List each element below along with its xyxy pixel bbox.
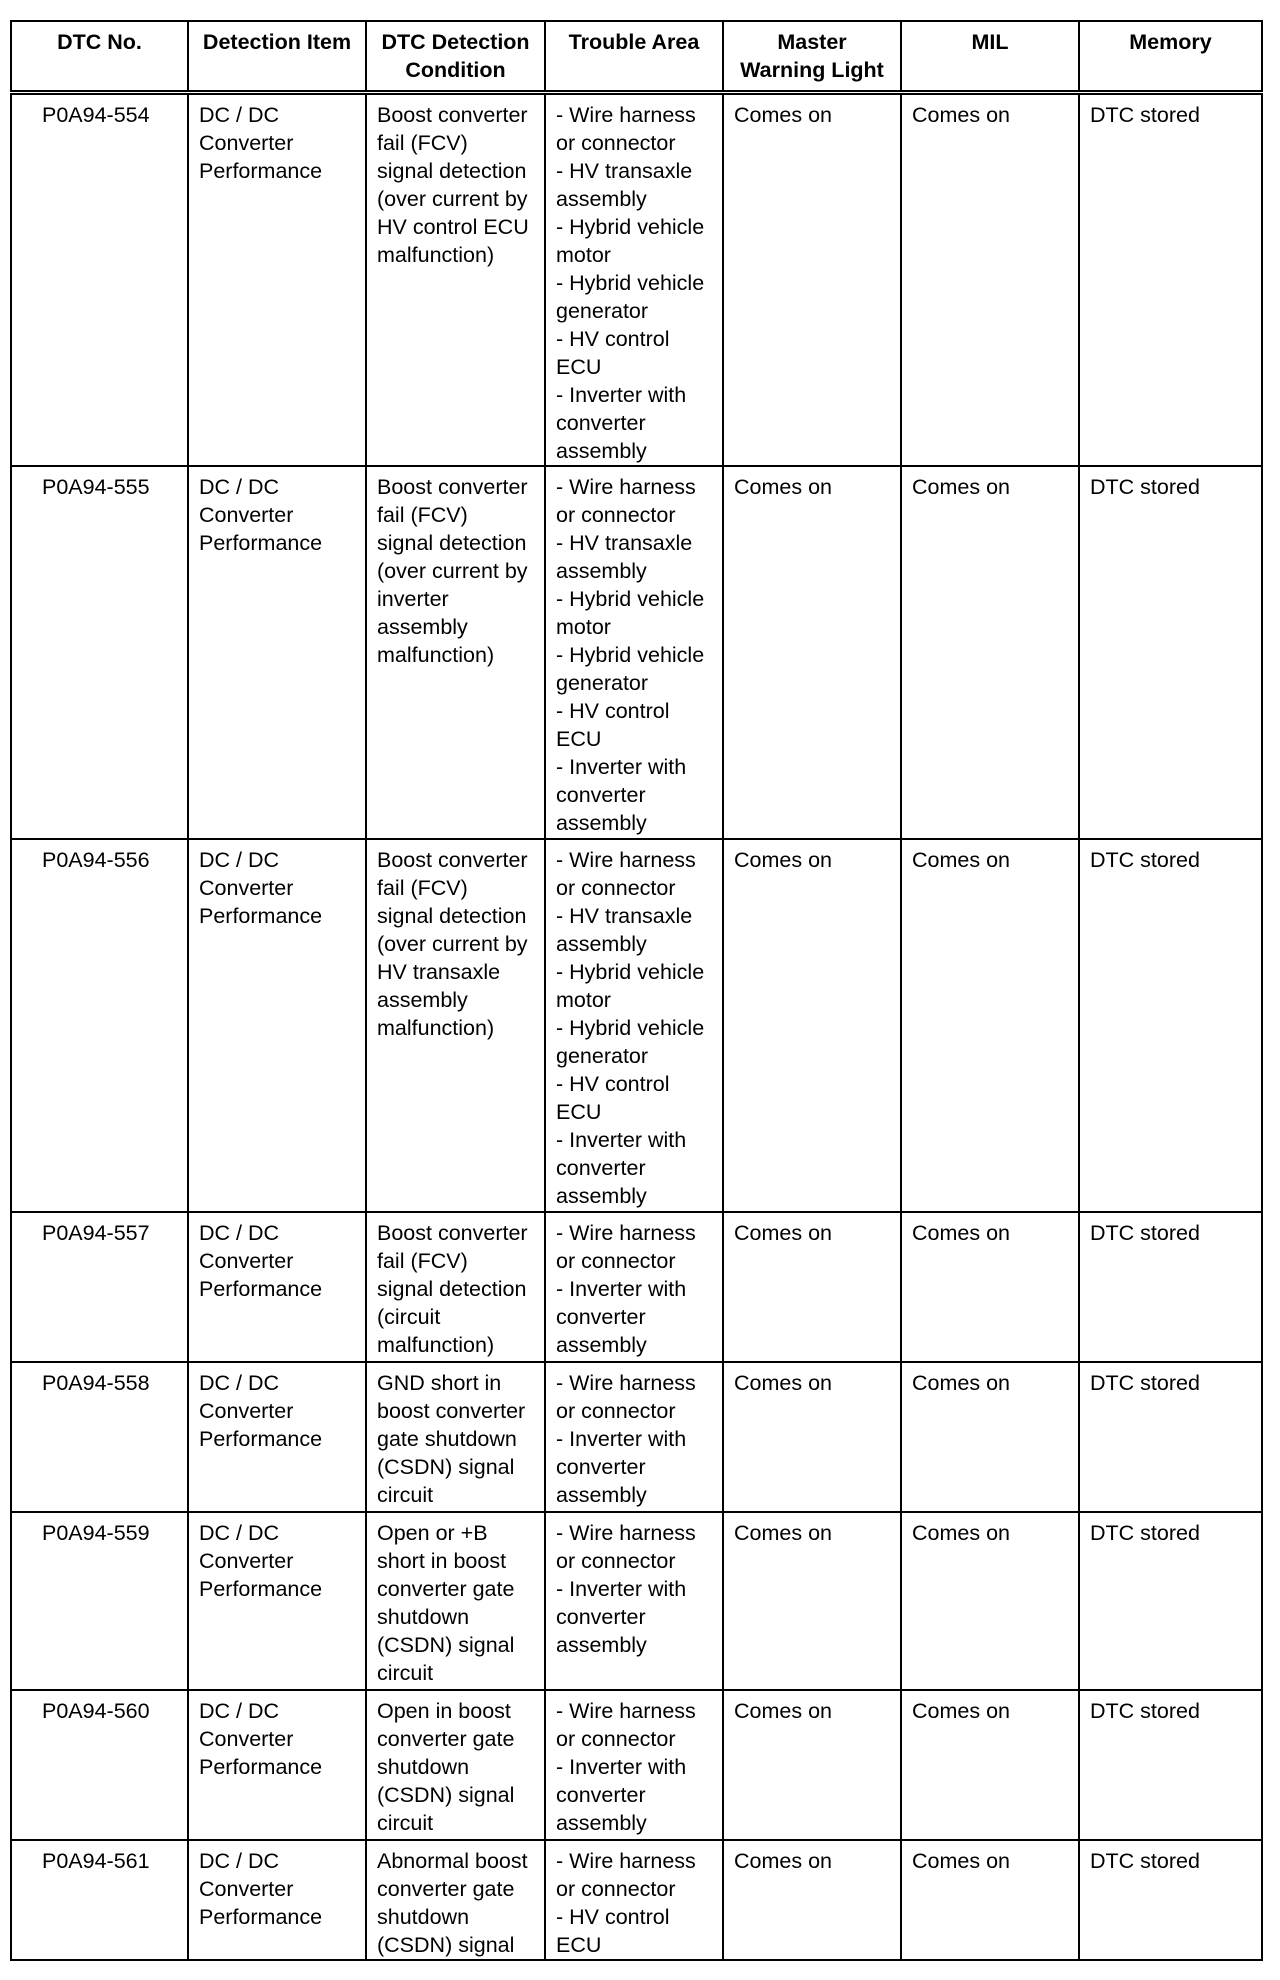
- cell-text-line: (CSDN) signal: [377, 1455, 515, 1479]
- header-memory: Memory: [1079, 21, 1262, 93]
- cell-text-line: converter gate: [377, 1877, 515, 1901]
- cell-text-line: HV transaxle: [377, 960, 501, 984]
- cell-text-line: assembly: [556, 187, 647, 211]
- cell-master-warning-light: [723, 839, 901, 1212]
- cell-text-line: malfunction): [377, 643, 495, 667]
- cell-master-warning-light: [723, 466, 901, 839]
- cell-trouble-area: [545, 1362, 723, 1512]
- cell-text-line: assembly: [556, 1633, 647, 1657]
- cell-text-line: signal detection: [377, 531, 527, 555]
- cell-text-line: P0A94-556: [42, 848, 150, 872]
- cell-text-line: malfunction): [377, 1016, 495, 1040]
- cell-text-line: circuit: [377, 1483, 434, 1507]
- cell-trouble-area: [545, 839, 723, 1212]
- cell-memory: [1079, 1840, 1262, 1960]
- cell-text-line: Converter: [199, 1249, 294, 1273]
- cell-text-line: Performance: [199, 904, 323, 928]
- cell-memory: [1079, 839, 1262, 1212]
- cell-text-line: DC / DC: [199, 848, 280, 872]
- cell-trouble-area: [545, 466, 723, 839]
- cell-text-line: - Wire harness: [556, 1521, 696, 1545]
- cell-mil: [901, 466, 1079, 839]
- cell-text-line: assembly: [556, 1333, 647, 1357]
- cell-text-line: shutdown: [377, 1605, 470, 1629]
- cell-text-line: Converter: [199, 1399, 294, 1423]
- cell-text-line: DTC stored: [1090, 1699, 1200, 1723]
- cell-text-line: Comes on: [912, 1849, 1010, 1873]
- cell-text-line: Open in boost: [377, 1699, 511, 1723]
- cell-text-line: ECU: [556, 1100, 602, 1124]
- cell-text-line: P0A94-557: [42, 1221, 150, 1245]
- cell-text-line: - Hybrid vehicle: [556, 587, 705, 611]
- cell-text-line: DC / DC: [199, 1521, 280, 1545]
- cell-text-line: Comes on: [912, 103, 1010, 127]
- cell-detection-item: [188, 839, 366, 1212]
- cell-text-line: signal detection: [377, 1277, 527, 1301]
- table-row: [11, 466, 1262, 839]
- cell-text-line: - Wire harness: [556, 1849, 696, 1873]
- cell-text-line: or connector: [556, 1399, 676, 1423]
- cell-text-line: generator: [556, 1044, 649, 1068]
- cell-text-line: P0A94-555: [42, 475, 150, 499]
- cell-text-line: (circuit: [377, 1305, 441, 1329]
- cell-text-line: or connector: [556, 1877, 676, 1901]
- cell-memory: [1079, 1512, 1262, 1690]
- cell-text-line: signal detection: [377, 159, 527, 183]
- cell-text-line: Boost converter: [377, 848, 528, 872]
- cell-trouble-area: [545, 1212, 723, 1362]
- cell-text-line: - HV control: [556, 1905, 670, 1929]
- cell-text-line: converter gate: [377, 1727, 515, 1751]
- cell-text-line: converter: [556, 1783, 646, 1807]
- cell-text-line: - Inverter with: [556, 1128, 687, 1152]
- table-row: [11, 1212, 1262, 1362]
- cell-memory: [1079, 1362, 1262, 1512]
- cell-trouble-area: [545, 1512, 723, 1690]
- cell-text-line: - Inverter with: [556, 383, 687, 407]
- cell-text-line: Boost converter: [377, 1221, 528, 1245]
- cell-text-line: Comes on: [912, 1371, 1010, 1395]
- cell-text-line: DTC stored: [1090, 1221, 1200, 1245]
- cell-text-line: - Hybrid vehicle: [556, 271, 705, 295]
- cell-mil: [901, 1512, 1079, 1690]
- cell-text-line: converter gate: [377, 1577, 515, 1601]
- cell-master-warning-light: [723, 93, 901, 467]
- header-dtc-no: DTC No.: [11, 21, 188, 93]
- cell-text-line: Comes on: [734, 103, 832, 127]
- cell-text-line: short in boost: [377, 1549, 507, 1573]
- cell-text-line: DTC stored: [1090, 848, 1200, 872]
- cell-text-line: - Wire harness: [556, 475, 696, 499]
- cell-text-line: assembly: [556, 439, 647, 463]
- cell-text-line: - Hybrid vehicle: [556, 1016, 705, 1040]
- cell-text-line: shutdown: [377, 1905, 470, 1929]
- cell-master-warning-light: [723, 1690, 901, 1840]
- cell-trouble-area: [545, 93, 723, 467]
- cell-text-line: - Inverter with: [556, 1577, 687, 1601]
- table-row: [11, 93, 1262, 467]
- cell-master-warning-light: [723, 1840, 901, 1960]
- cell-text-line: motor: [556, 615, 611, 639]
- cell-text-line: - Hybrid vehicle: [556, 643, 705, 667]
- cell-text-line: (over current by: [377, 187, 528, 211]
- cell-trouble-area: [545, 1690, 723, 1840]
- cell-text-line: P0A94-554: [42, 103, 150, 127]
- cell-text-line: converter: [556, 1455, 646, 1479]
- cell-text-line: fail (FCV): [377, 876, 468, 900]
- cell-text-line: DC / DC: [199, 1849, 280, 1873]
- cell-text-line: Converter: [199, 1549, 294, 1573]
- cell-memory: [1079, 466, 1262, 839]
- cell-text-line: - HV transaxle: [556, 904, 693, 928]
- cell-text-line: assembly: [377, 988, 468, 1012]
- cell-dtc-no: [11, 1840, 188, 1960]
- cell-text-line: Converter: [199, 1877, 294, 1901]
- table-row: [11, 1362, 1262, 1512]
- cell-text-line: GND short in: [377, 1371, 502, 1395]
- cell-text-line: assembly: [556, 1483, 647, 1507]
- cell-detection-condition: [366, 1840, 545, 1960]
- cell-mil: [901, 1840, 1079, 1960]
- cell-text-line: or connector: [556, 876, 676, 900]
- cell-text-line: Converter: [199, 131, 294, 155]
- cell-detection-item: [188, 1690, 366, 1840]
- cell-text-line: P0A94-561: [42, 1849, 150, 1873]
- cell-text-line: Performance: [199, 1427, 323, 1451]
- cell-detection-item: [188, 93, 366, 467]
- cell-text-line: (CSDN) signal: [377, 1783, 515, 1807]
- cell-text-line: Comes on: [734, 475, 832, 499]
- cell-text-line: P0A94-558: [42, 1371, 150, 1395]
- table-row: [11, 839, 1262, 1212]
- cell-text-line: malfunction): [377, 1333, 495, 1357]
- cell-text-line: Performance: [199, 1577, 323, 1601]
- cell-text-line: Converter: [199, 503, 294, 527]
- cell-text-line: converter: [556, 783, 646, 807]
- cell-detection-condition: [366, 839, 545, 1212]
- cell-text-line: Comes on: [912, 475, 1010, 499]
- cell-detection-condition: [366, 466, 545, 839]
- cell-text-line: ECU: [556, 355, 602, 379]
- cell-memory: [1079, 93, 1262, 467]
- cell-text-line: DC / DC: [199, 475, 280, 499]
- cell-text-line: (over current by: [377, 932, 528, 956]
- cell-dtc-no: [11, 1690, 188, 1840]
- cell-text-line: Performance: [199, 159, 323, 183]
- cell-text-line: - Wire harness: [556, 1699, 696, 1723]
- cell-detection-item: [188, 1212, 366, 1362]
- cell-detection-item: [188, 1512, 366, 1690]
- cell-dtc-no: [11, 466, 188, 839]
- cell-text-line: - Inverter with: [556, 1427, 687, 1451]
- cell-memory: [1079, 1690, 1262, 1840]
- cell-text-line: Converter: [199, 1727, 294, 1751]
- cell-mil: [901, 1212, 1079, 1362]
- cell-text-line: - Wire harness: [556, 103, 696, 127]
- cell-text-line: or connector: [556, 131, 676, 155]
- cell-detection-condition: [366, 1212, 545, 1362]
- cell-text-line: Boost converter: [377, 475, 528, 499]
- cell-text-line: Performance: [199, 1905, 323, 1929]
- cell-text-line: circuit: [377, 1661, 434, 1685]
- cell-text-line: assembly: [556, 1184, 647, 1208]
- cell-text-line: motor: [556, 243, 611, 267]
- cell-detection-condition: [366, 1362, 545, 1512]
- cell-text-line: DC / DC: [199, 1221, 280, 1245]
- cell-text-line: - HV transaxle: [556, 531, 693, 555]
- cell-text-line: assembly: [556, 1811, 647, 1835]
- cell-master-warning-light: [723, 1212, 901, 1362]
- cell-text-line: Abnormal boost: [377, 1849, 528, 1873]
- cell-trouble-area: [545, 1840, 723, 1960]
- cell-dtc-no: [11, 1512, 188, 1690]
- cell-text-line: - Wire harness: [556, 1371, 696, 1395]
- cell-mil: [901, 93, 1079, 467]
- cell-text-line: Comes on: [734, 848, 832, 872]
- cell-text-line: converter: [556, 1605, 646, 1629]
- cell-text-line: - Hybrid vehicle: [556, 960, 705, 984]
- cell-text-line: DTC stored: [1090, 1371, 1200, 1395]
- cell-text-line: - Wire harness: [556, 848, 696, 872]
- cell-detection-condition: [366, 1512, 545, 1690]
- header-detection-item: Detection Item: [188, 21, 366, 93]
- dtc-table: [10, 20, 1263, 1961]
- cell-text-line: - Wire harness: [556, 1221, 696, 1245]
- cell-text-line: Converter: [199, 876, 294, 900]
- cell-text-line: assembly: [556, 559, 647, 583]
- cell-text-line: DC / DC: [199, 1371, 280, 1395]
- cell-text-line: Boost converter: [377, 103, 528, 127]
- cell-mil: [901, 1362, 1079, 1512]
- cell-text-line: Comes on: [912, 1521, 1010, 1545]
- cell-dtc-no: [11, 839, 188, 1212]
- cell-text-line: - HV control: [556, 327, 670, 351]
- cell-text-line: or connector: [556, 1249, 676, 1273]
- table-row: [11, 1690, 1262, 1840]
- header-mil: MIL: [901, 21, 1079, 93]
- cell-text-line: Comes on: [912, 1699, 1010, 1723]
- cell-master-warning-light: [723, 1362, 901, 1512]
- cell-text-line: fail (FCV): [377, 503, 468, 527]
- cell-text-line: - HV transaxle: [556, 159, 693, 183]
- cell-text-line: DTC stored: [1090, 1849, 1200, 1873]
- cell-text-line: DTC stored: [1090, 103, 1200, 127]
- cell-text-line: gate shutdown: [377, 1427, 517, 1451]
- cell-detection-item: [188, 1362, 366, 1512]
- cell-memory: [1079, 1212, 1262, 1362]
- cell-text-line: ECU: [556, 727, 602, 751]
- cell-text-line: - Inverter with: [556, 1755, 687, 1779]
- cell-text-line: Comes on: [734, 1699, 832, 1723]
- cell-master-warning-light: [723, 1512, 901, 1690]
- cell-text-line: or connector: [556, 503, 676, 527]
- cell-text-line: P0A94-559: [42, 1521, 150, 1545]
- cell-text-line: fail (FCV): [377, 1249, 468, 1273]
- cell-text-line: generator: [556, 299, 649, 323]
- cell-text-line: or connector: [556, 1549, 676, 1573]
- cell-text-line: ECU: [556, 1933, 602, 1957]
- cell-text-line: Performance: [199, 1755, 323, 1779]
- cell-text-line: Comes on: [734, 1221, 832, 1245]
- cell-text-line: generator: [556, 671, 649, 695]
- cell-text-line: boost converter: [377, 1399, 526, 1423]
- cell-text-line: DTC stored: [1090, 475, 1200, 499]
- cell-text-line: Comes on: [912, 848, 1010, 872]
- cell-text-line: Comes on: [734, 1371, 832, 1395]
- cell-text-line: Open or +B: [377, 1521, 488, 1545]
- cell-text-line: HV control ECU: [377, 215, 529, 239]
- cell-text-line: - Inverter with: [556, 1277, 687, 1301]
- cell-text-line: P0A94-560: [42, 1699, 150, 1723]
- cell-text-line: Comes on: [734, 1521, 832, 1545]
- cell-text-line: - Hybrid vehicle: [556, 215, 705, 239]
- cell-dtc-no: [11, 1362, 188, 1512]
- cell-text-line: circuit: [377, 1811, 434, 1835]
- cell-text-line: - Inverter with: [556, 755, 687, 779]
- table-row: [11, 1840, 1262, 1960]
- cell-dtc-no: [11, 1212, 188, 1362]
- cell-text-line: DTC stored: [1090, 1521, 1200, 1545]
- cell-text-line: Performance: [199, 531, 323, 555]
- cell-text-line: or connector: [556, 1727, 676, 1751]
- cell-text-line: (CSDN) signal: [377, 1633, 515, 1657]
- cell-text-line: converter: [556, 1305, 646, 1329]
- header-master-warning-light: Master Warning Light: [723, 21, 901, 93]
- cell-text-line: Performance: [199, 1277, 323, 1301]
- cell-text-line: Comes on: [734, 1849, 832, 1873]
- table-row: [11, 1512, 1262, 1690]
- cell-text-line: - HV control: [556, 699, 670, 723]
- cell-dtc-no: [11, 93, 188, 467]
- cell-detection-condition: [366, 1690, 545, 1840]
- cell-text-line: DC / DC: [199, 1699, 280, 1723]
- cell-text-line: (over current by: [377, 559, 528, 583]
- cell-text-line: inverter: [377, 587, 449, 611]
- cell-text-line: - HV control: [556, 1072, 670, 1096]
- cell-detection-item: [188, 466, 366, 839]
- header-row: [11, 21, 1262, 93]
- cell-text-line: Comes on: [912, 1221, 1010, 1245]
- cell-detection-condition: [366, 93, 545, 467]
- cell-text-line: shutdown: [377, 1755, 470, 1779]
- cell-text-line: assembly: [556, 811, 647, 835]
- cell-text-line: assembly: [556, 932, 647, 956]
- cell-text-line: motor: [556, 988, 611, 1012]
- cell-text-line: converter: [556, 411, 646, 435]
- header-trouble-area: Trouble Area: [545, 21, 723, 93]
- cell-text-line: assembly: [377, 615, 468, 639]
- cell-text-line: converter: [556, 1156, 646, 1180]
- cell-detection-item: [188, 1840, 366, 1960]
- table-body: [11, 93, 1262, 1961]
- cell-text-line: signal detection: [377, 904, 527, 928]
- cell-text-line: malfunction): [377, 243, 495, 267]
- cell-text-line: fail (FCV): [377, 131, 468, 155]
- cell-text-line: DC / DC: [199, 103, 280, 127]
- cell-text-line: (CSDN) signal: [377, 1933, 515, 1957]
- cell-mil: [901, 1690, 1079, 1840]
- cell-mil: [901, 839, 1079, 1212]
- header-detection-condition: DTC Detection Condition: [366, 21, 545, 93]
